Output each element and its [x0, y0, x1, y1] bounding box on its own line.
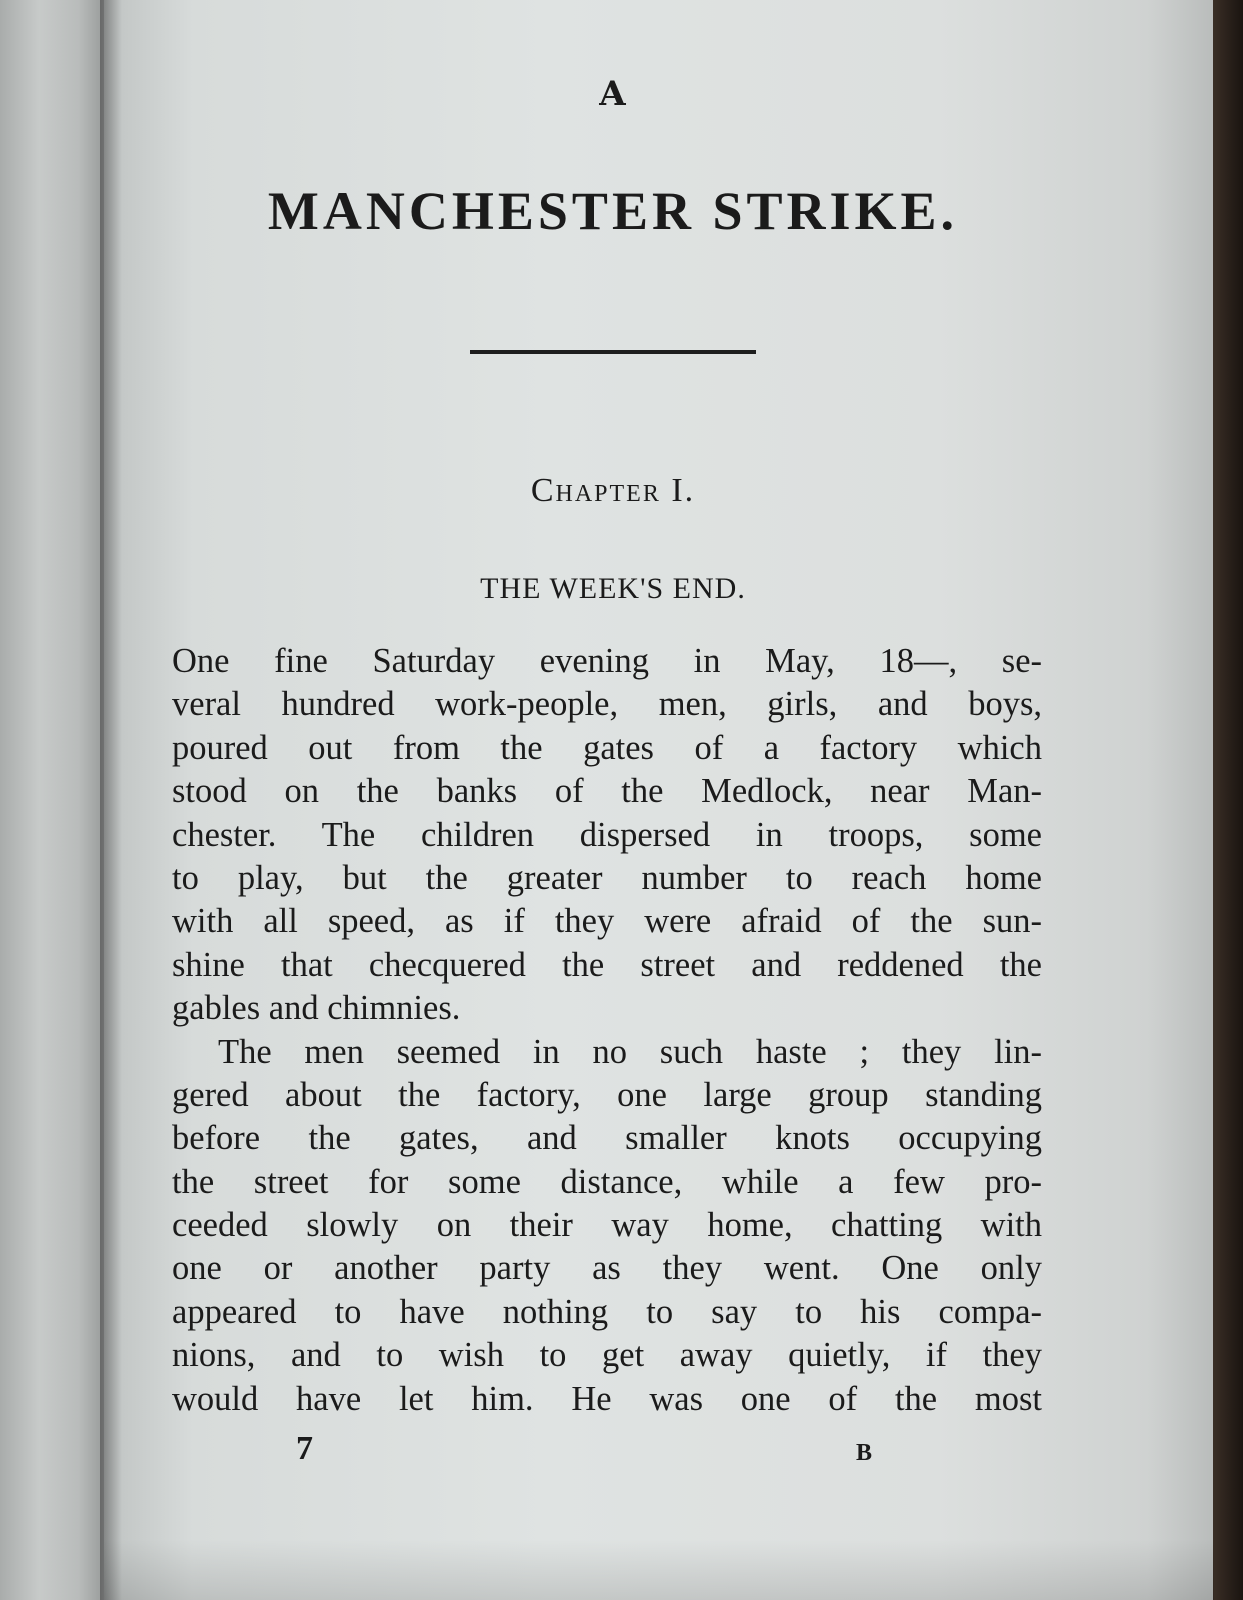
text-line: to play, but the greater number to reach home [172, 858, 1042, 897]
text-line: shine that checquered the street and reddened the [172, 945, 1042, 984]
page-content [168, 0, 1058, 1600]
text-line: with all speed, as if they were afraid of the sun- [172, 902, 1042, 941]
signature-mark: B [856, 1440, 873, 1466]
book-title: MANCHESTER STRIKE. [267, 181, 959, 241]
body-text [172, 640, 1042, 1421]
text-line: the street for some distance, while a few pro- [172, 1162, 1042, 1201]
text-line: before the gates, and smaller knots occupying [172, 1119, 1042, 1158]
text-line: gered about the factory, one large group standing [172, 1075, 1042, 1114]
section-heading: THE WEEK'S END. [480, 572, 746, 605]
text-line: One fine Saturday evening in May, 18—, se- [172, 642, 1042, 680]
page-gutter [100, 0, 122, 1600]
text-line: gables and chimnies. [172, 989, 461, 1028]
text-line: stood on the banks of the Medlock, near Man- [172, 772, 1042, 811]
text-line: nions, and to wish to get away quietly, if they [172, 1336, 1042, 1375]
text-line: veral hundred work-people, men, girls, and boys, [172, 685, 1042, 724]
chapter-heading: Chapter I. [530, 472, 696, 509]
text-line: one or another party as they went. One only [172, 1249, 1042, 1288]
page-number: 7 [296, 1430, 313, 1467]
text-line: would have let him. He was one of the most [172, 1379, 1042, 1418]
text-line: appeared to have nothing to say to his compa- [172, 1292, 1042, 1331]
book-cover-edge [1213, 0, 1243, 1600]
text-line: ceeded slowly on their way home, chatting with [172, 1206, 1042, 1245]
text-line: poured out from the gates of a factory which [172, 728, 1042, 767]
pre-title: A [599, 74, 627, 114]
title-rule [470, 350, 756, 354]
facing-page-edge [0, 0, 112, 1600]
text-line: The men seemed in no such haste ; they lin- [218, 1032, 1042, 1071]
text-line: chester. The children dispersed in troops, some [172, 815, 1042, 854]
